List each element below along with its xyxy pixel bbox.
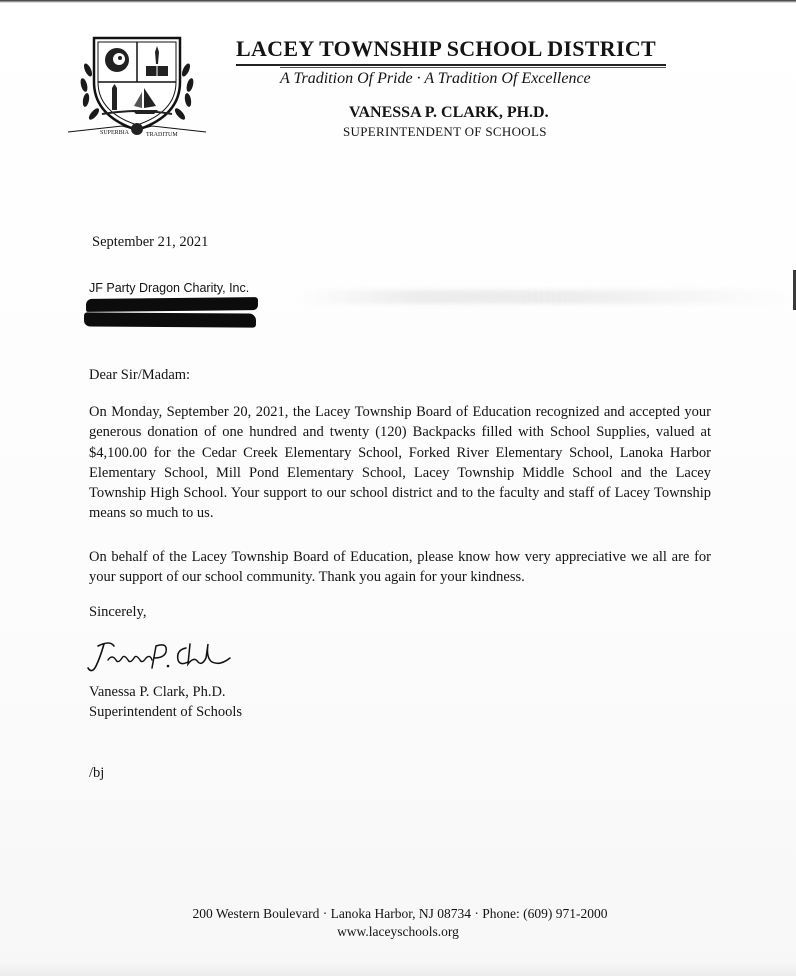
crest-icon — [62, 30, 212, 145]
recipient-name: JF Party Dragon Charity, Inc. — [89, 281, 250, 295]
superintendent-title: SUPERINTENDENT OF SCHOOLS — [343, 124, 547, 139]
redacted-address-line-2 — [84, 312, 256, 327]
crest-motto-left: SUPERBIA — [100, 130, 130, 136]
letter-date: September 21, 2021 — [92, 234, 209, 250]
signature-text: Vanessa P. Clark — [84, 636, 91, 637]
superintendent-name: VANESSA P. CLARK, PH.D. — [349, 104, 549, 121]
signature-icon — [84, 636, 234, 678]
district-name: LACEY TOWNSHIP SCHOOL DISTRICT — [236, 36, 656, 61]
header-divider-thin — [280, 67, 666, 68]
footer-address: 200 Western Boulevard · Lanoka Harbor, NJ 08734 · Phone: (609) 971-2000 — [192, 906, 608, 921]
closing: Sincerely, — [89, 604, 147, 620]
page-top-edge — [0, 0, 796, 3]
scan-smudge — [300, 290, 790, 304]
handwritten-signature — [84, 636, 234, 678]
salutation: Dear Sir/Madam: — [89, 367, 191, 383]
page-bottom-edge — [0, 962, 796, 976]
crest-motto-right: TRADITUM — [146, 132, 178, 138]
body-paragraph-1: On Monday, September 20, 2021, the Lacey Township Board of Education recognized and accepted your generous donation of one hundred and twenty (120) Backpacks filled with School Supplies, valued at $4,100.00 for the Cedar Creek Elementary School, Forked River Elementary School, Lanoka Harbor Elementary School, Mill Pond Elementary School, Lacey Township Middle School and the Lacey Township High School. Your support to our school district and to the faculty and staff of Lacey Township means so much to us. — [89, 404, 711, 522]
typist-initials: /bj — [89, 765, 105, 781]
redacted-address-line-1 — [86, 297, 258, 312]
signer-name: Vanessa P. Clark, Ph.D. — [89, 684, 226, 700]
header-divider — [236, 64, 666, 66]
signer-title: Superintendent of Schools — [89, 704, 243, 720]
footer-website: www.laceyschools.org — [337, 924, 459, 939]
district-crest — [62, 30, 212, 145]
district-tagline: A Tradition Of Pride · A Tradition Of Excellence — [280, 70, 591, 87]
body-paragraph-2: On behalf of the Lacey Township Board of Education, please know how very appreciative we all are for your support of our school community. Thank you again for your kindness. — [89, 549, 711, 586]
